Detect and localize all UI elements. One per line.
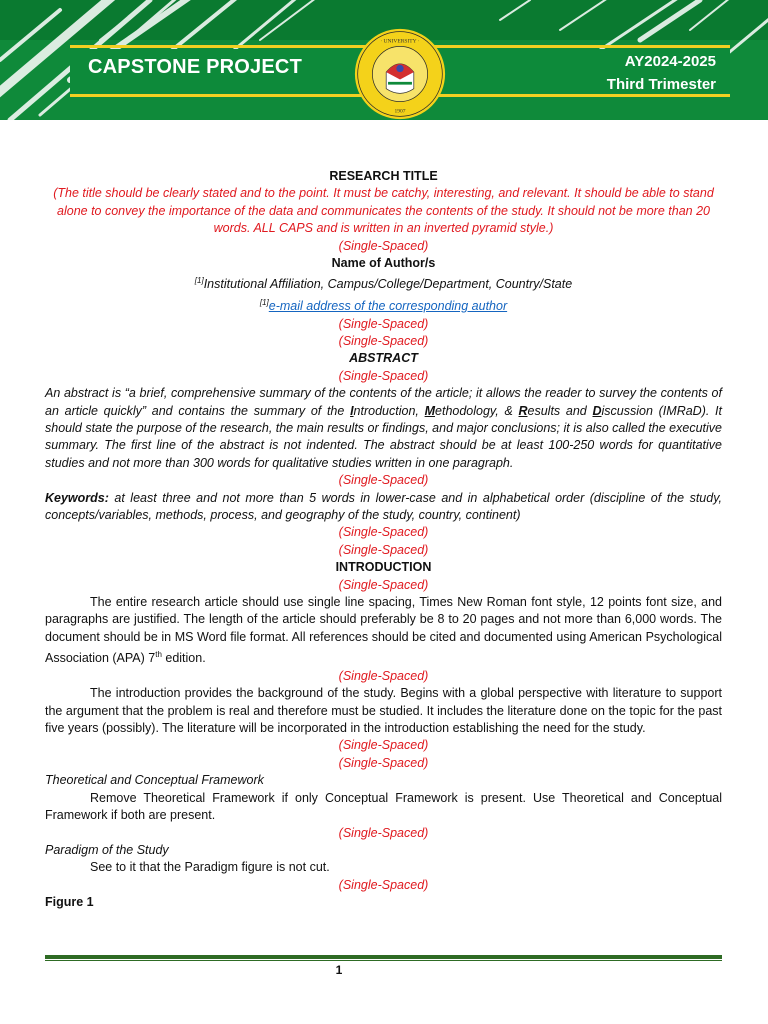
spacing-note: (Single-Spaced)	[338, 668, 429, 683]
author-label: Name of Author/s	[331, 256, 436, 271]
spacing-note: (Single-Spaced)	[338, 368, 429, 383]
svg-text:· UNIVERSITY ·: · UNIVERSITY ·	[380, 38, 420, 45]
trimester-label: Third Trimester	[606, 76, 716, 93]
keywords-text: at least three and not more than 5 words in lower-case and in alphabetical order (discipline of the study, concepts/variables, methods, process, and geography of the study, country, continent)	[45, 490, 722, 523]
affiliation-text: Institutional Affiliation, Campus/College/Department, Country/State	[203, 277, 573, 292]
abstract-text-part: iscussion (IMRaD). It should state the purpose of the research, the main results or findings, and major conclusions; it is also called the executive summary. The first line of the abstract is not indented. The abstract should be at least 100-250 words for quantitative studies and not more than 300 words for qualitative studies written in one paragraph.	[45, 403, 722, 470]
keywords-label: Keywords:	[45, 490, 109, 505]
affiliation-line	[45, 272, 722, 294]
spacing-note: (Single-Spaced)	[338, 333, 429, 348]
paradigm-text: See to it that the Paradigm figure is not cut.	[90, 860, 330, 875]
abstract-text-part: ntroduction,	[353, 403, 425, 418]
ordinal-superscript: th	[155, 650, 162, 660]
introduction-heading: INTRODUCTION	[335, 560, 432, 575]
spacing-note: (Single-Spaced)	[338, 755, 429, 770]
academic-year: AY2024-2025	[624, 53, 716, 70]
intro-text-part: The entire research article should use single line spacing, Times New Roman font style, 12 points font size, and paragraphs are justified. The length of the article should preferably be 8 to 20 pages and not more than 6,000 words. The document should be in MS Word file format. All references should be cited and documented using American Psychological Association (APA) 7	[45, 595, 722, 666]
footer-rule-thick	[45, 955, 722, 959]
project-title: CAPSTONE PROJECT	[88, 56, 302, 78]
spacing-note: (Single-Spaced)	[338, 542, 429, 557]
abstract-text-part: esults and	[527, 403, 593, 418]
imrad-letter: R	[518, 403, 528, 418]
keywords-paragraph	[45, 490, 722, 525]
introduction-paragraph-1	[45, 594, 722, 668]
email-link[interactable]: e-mail address of the corresponding author	[268, 299, 508, 314]
abstract-text-part: An abstract is “a brief, comprehensive summary of the contents of the article; it allows the reader to survey the contents of an article quickly” and contains the summary of the	[45, 386, 722, 418]
affiliation-superscript: [1]	[194, 276, 204, 286]
spacing-note: (Single-Spaced)	[338, 877, 429, 892]
title-instructions: (The title should be clearly stated and to the point. It must be catchy, interesting, and relevant. It should be able to stand alone to convey the importance of the data and communicates the contents of the study. It should not be more than 20 words. ALL CAPS and is written in an inverted pyramid style.)	[53, 186, 714, 236]
spacing-note: (Single-Spaced)	[338, 316, 429, 331]
document-body	[45, 168, 722, 912]
page-header	[0, 0, 768, 120]
research-title: RESEARCH TITLE	[329, 169, 438, 183]
spacing-note: (Single-Spaced)	[338, 825, 429, 840]
framework-heading: Theoretical and Conceptual Framework	[45, 773, 264, 788]
spacing-note: (Single-Spaced)	[338, 577, 429, 592]
spacing-note: (Single-Spaced)	[338, 473, 429, 488]
framework-text: Remove Theoretical Framework if only Conceptual Framework is present. Use Theoretical and Conceptual Framework if both are present.	[45, 790, 722, 823]
footer-rule-thin	[45, 960, 722, 961]
introduction-paragraph-2: The introduction provides the background of the study. Begins with a global perspective with literature to support the argument that the problem is real and therefore must be studied. It includes the literature done on the topic for the past five years (possibly). The literature will be incorporated in the introduction establishing the need for the study.	[45, 686, 722, 736]
svg-text:1907: 1907	[394, 108, 406, 115]
abstract-heading: ABSTRACT	[349, 351, 418, 366]
email-superscript: [1]	[259, 298, 269, 307]
page-number: 1	[335, 963, 343, 977]
abstract-paragraph	[45, 385, 722, 472]
imrad-letter: I	[350, 403, 354, 418]
figure-label: Figure 1	[45, 895, 94, 910]
imrad-letter: D	[592, 403, 602, 418]
email-line	[45, 294, 722, 316]
intro-text-part: edition.	[161, 651, 206, 666]
imrad-letter: M	[424, 403, 436, 418]
spacing-note: (Single-Spaced)	[338, 238, 429, 253]
university-seal-icon	[354, 28, 446, 120]
spacing-note: (Single-Spaced)	[338, 525, 429, 540]
paradigm-heading: Paradigm of the Study	[45, 842, 169, 857]
spacing-note: (Single-Spaced)	[338, 738, 429, 753]
abstract-text-part: ethodology, &	[435, 403, 519, 418]
